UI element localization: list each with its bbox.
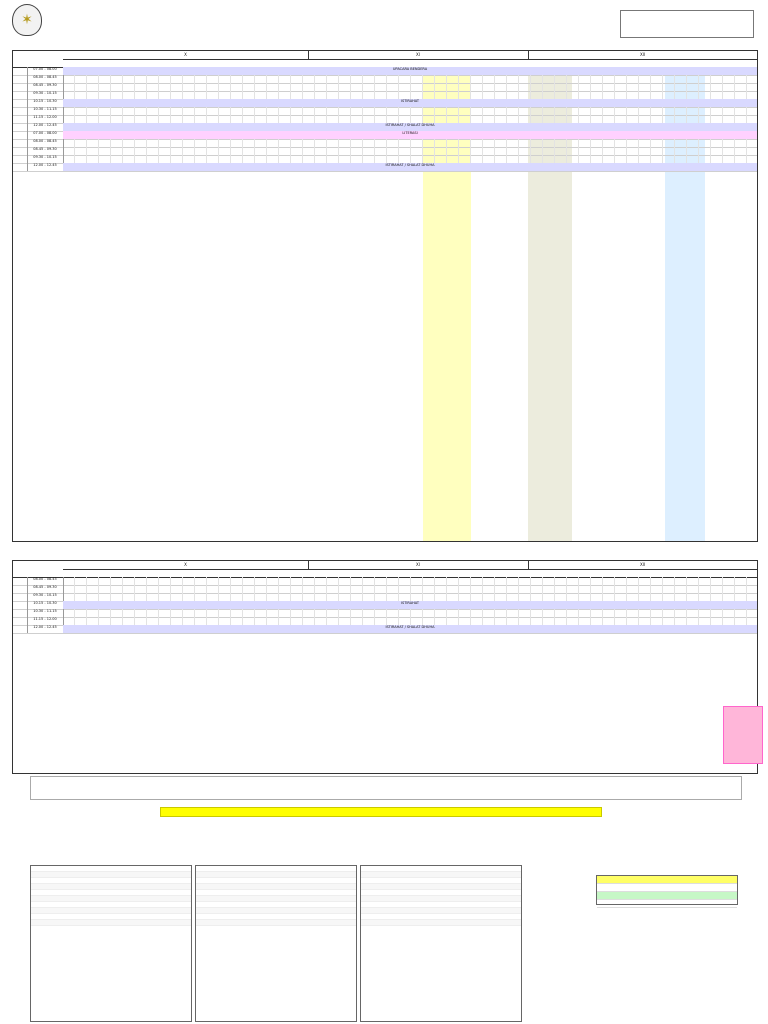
- row-cells: [63, 83, 757, 91]
- row-time: 12.00 - 12.45: [27, 163, 64, 171]
- row-number: [13, 107, 28, 115]
- row-number: [13, 91, 28, 99]
- header-group-xii: XII: [528, 561, 757, 570]
- row-time: 07.00 - 08.00: [27, 131, 64, 139]
- row-time: 10.30 - 11.15: [27, 609, 64, 617]
- yellow-banner: [160, 807, 602, 817]
- row-time: 08.00 - 08.45: [27, 139, 64, 147]
- school-logo: ✶: [12, 4, 42, 36]
- row-time: 10.30 - 11.15: [27, 107, 64, 115]
- row-time: 08.45 - 09.30: [27, 147, 64, 155]
- schedule-grid-top: [12, 50, 758, 542]
- row-number: [13, 625, 28, 633]
- row-number: [13, 155, 28, 163]
- band-cells: [63, 601, 757, 609]
- row-time: 12.00 - 12.45: [27, 625, 64, 633]
- row-time: 09.30 - 10.15: [27, 155, 64, 163]
- small-table-row: [597, 892, 737, 900]
- small-table-row: [597, 884, 737, 892]
- row-cells: [63, 155, 757, 163]
- row-number: [13, 83, 28, 91]
- row-time: 11.15 - 12.00: [27, 617, 64, 625]
- row-time: 11.15 - 12.00: [27, 115, 64, 123]
- band-cells: [63, 163, 757, 171]
- header-group-xi: XI: [308, 51, 529, 60]
- row-cells: [63, 147, 757, 155]
- footer-table-2: [195, 865, 357, 1022]
- row-cells: [63, 585, 757, 593]
- row-cells: [63, 593, 757, 601]
- row-cells: [63, 115, 757, 123]
- band-label: LITERASI: [402, 131, 418, 135]
- row-cells: [63, 609, 757, 617]
- row-cells: [63, 75, 757, 83]
- row-number: [13, 609, 28, 617]
- row-time: 09.30 - 10.15: [27, 593, 64, 601]
- row-number: [13, 147, 28, 155]
- small-table-row: [597, 876, 737, 884]
- band-row: [13, 625, 757, 634]
- row-time: 12.00 - 12.45: [27, 123, 64, 131]
- row-time: 08.00 - 08.45: [27, 75, 64, 83]
- band-cells: [63, 123, 757, 131]
- row-cells: [63, 91, 757, 99]
- row-time: 09.30 - 10.15: [27, 91, 64, 99]
- row-cells: [63, 139, 757, 147]
- header-sub: [63, 59, 757, 67]
- row-time: 08.00 - 08.45: [27, 577, 64, 585]
- row-time: 07.00 - 08.00: [27, 67, 64, 75]
- header-group-x: X: [63, 51, 309, 60]
- row-number: [13, 617, 28, 625]
- schedule-grid-bottom: [12, 560, 758, 774]
- footer-table-3: [360, 865, 522, 1022]
- row-cells: [63, 617, 757, 625]
- row-number: [13, 67, 28, 75]
- grid-header: [13, 51, 757, 68]
- row-time: 08.45 - 09.30: [27, 585, 64, 593]
- row-number: [13, 593, 28, 601]
- row-number: [13, 123, 28, 131]
- header-group-x: X: [63, 561, 309, 570]
- row-number: [13, 163, 28, 171]
- band-label: ISTIRAHAT / SHALAT DHUHA: [385, 123, 435, 127]
- band-label: ISTIRAHAT / SHALAT DHUHA: [385, 625, 435, 629]
- footer-table-1: [30, 865, 192, 1022]
- small-table-row: [597, 900, 737, 908]
- summary-box: [30, 776, 742, 800]
- pink-note: [723, 706, 763, 764]
- band-label: ISTIRAHAT: [400, 601, 419, 605]
- band-row: [13, 163, 757, 172]
- row-time: 10.15 - 10.30: [27, 601, 64, 609]
- header-group-xi: XI: [308, 561, 529, 570]
- row-cells: [63, 577, 757, 585]
- row-time: 10.15 - 10.30: [27, 99, 64, 107]
- info-box: [620, 10, 754, 38]
- band-cells: [63, 131, 757, 139]
- row-number: [13, 99, 28, 107]
- row-number: [13, 131, 28, 139]
- band-label: ISTIRAHAT / SHALAT DHUHA: [385, 163, 435, 167]
- row-number: [13, 585, 28, 593]
- band-cells: [63, 625, 757, 633]
- band-label: ISTIRAHAT: [400, 99, 419, 103]
- footer-table-row: [196, 920, 356, 926]
- band-cells: [63, 99, 757, 107]
- row-cells: [63, 107, 757, 115]
- band-label: UPACARA BENDERA: [392, 67, 428, 71]
- row-number: [13, 139, 28, 147]
- row-number: [13, 577, 28, 585]
- row-time: 08.45 - 09.30: [27, 83, 64, 91]
- band-cells: [63, 67, 757, 75]
- row-number: [13, 75, 28, 83]
- grid-header-bottom: [13, 561, 757, 578]
- footer-small-table: [596, 875, 738, 905]
- header-group-xii: XII: [528, 51, 757, 60]
- row-number: [13, 115, 28, 123]
- row-number: [13, 601, 28, 609]
- footer-table-row: [361, 920, 521, 926]
- footer-table-row: [31, 920, 191, 926]
